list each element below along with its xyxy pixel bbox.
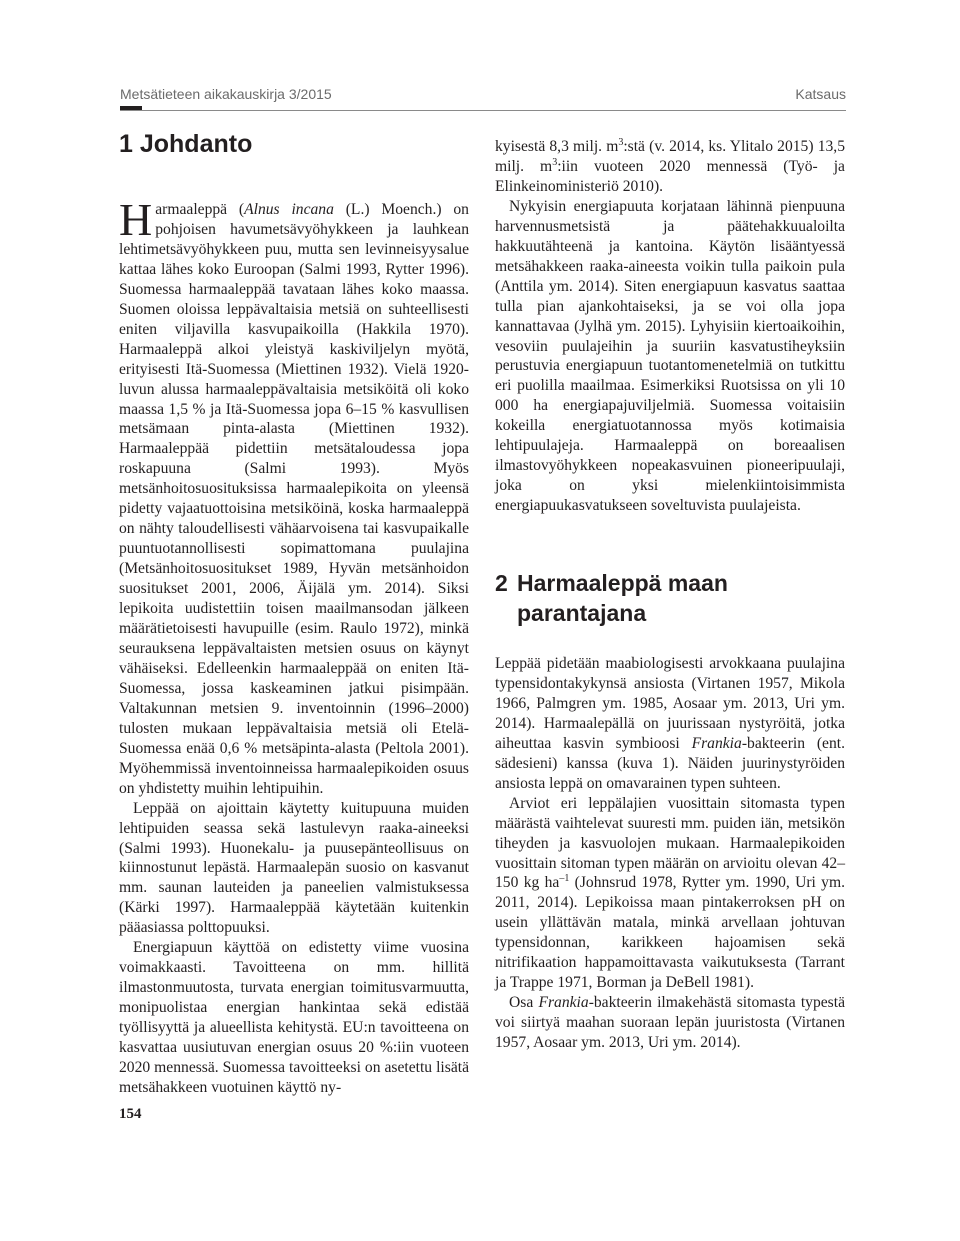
page-number: 154 — [119, 1106, 142, 1122]
paragraph-harvest: Nykyisin energiapuuta korjataan lähinnä pienpuuna harvennusmetsistä ja päätehakkuualoilta hakkuutähteenä ja kantoina. Käytön lisääntyessä metsähakkeen raaka-aineesta voikin tulla paikoin pula (Anttila ym. 2014). Siten energiapuun kasvatus saattaa tulla pian ajankohtaiseksi, ja se voi olla jopa kannattavaa (Jylhä ym. 2015). Lyhyisiin kiertoaikoihin, vesoviin puulajeihin ja suuriin kasvatustiheyksiin perustuvia energiapuun tuotantomenetelmiä on tutkittu eri puolilla maailmaa. Esimerkiksi Ruotsissa on yli 10 000 ha energiapajuviljelmiä. Suomessa voitaisiin kokeilla energiatuotannossa myös kotimaisia lehtipuulajeja. Harmaaleppä on boreaalisen ilmastovyöhykkeen nopeakasvuinen pioneeripuulaji, joka on yksi mielenkiintoisimmista energiapuukasvatukseen soveltuvista puulajeista. — [495, 197, 845, 515]
section-label: Katsaus — [795, 86, 846, 102]
section-2-heading — [495, 568, 845, 628]
cont-text-b: :stä (v. 2014, ks. Ylitalo 2015) 13,5 milj. m — [495, 138, 845, 175]
cont-text-c: :iin vuoteen 2020 mennessä (Työ- ja Elinkeinoministeriö 2010). — [495, 157, 845, 195]
paragraph-estimates — [495, 794, 845, 994]
transfer-text-c: -bakteerin ilmakehästä sitomasta typestä voi siirtyä maahan suoraan lepän juuristosta (Virtanen 1957, Aosaar ym. 2013, Uri ym. 2014). — [495, 994, 845, 1052]
paragraph-nitrogen — [495, 654, 845, 794]
transfer-text-a: Osa — [509, 994, 539, 1012]
superscript-3: 3 — [618, 136, 624, 148]
estimates-text-a: Arviot eri leppälajien vuosittain sitomasta typen määrästä vaihtelevat suuresti mm. puiden iän, metsikön tiheyden ja kasvuolojen mukaan. Harmaalepikoiden vuosittain sitoman typen määrän on arvioitu olevan 42–150 kg ha — [495, 794, 845, 892]
frankia-name-2: Frankia — [538, 994, 589, 1012]
left-column — [119, 194, 469, 1098]
section-2-title-line2: parantajana — [517, 600, 647, 626]
paragraph-intro — [119, 194, 469, 799]
intro-text-c: (L.) Moench.) on pohjoisen havumetsävyöhykkeen ja lauhkean lehtimetsävyöhykkeen puu, mutta sen levinneisyysalue kattaa lähes koko Euroopan (Salmi 1993, Rytter 1996). Suomessa harmaaleppää tavataan lähes koko maassa. Suomen oloissa leppävaltaisia metsiä on suhteellisesti eniten viljavilla kasvupaikoilla (Hakkila 1970). Harmaaleppä alkoi yleistyä kaskiviljelyn myötä, erityisesti Itä-Suomessa (Miettinen 1932). Vielä 1920-luvun alussa harmaaleppävaltaisia metsiköitä oli koko maassa 1,5 % ja Itä-Suomessa jopa 6–15 % kasvullisen metsämaan pinta-alasta (Miettinen 1932). Harmaaleppää pidettiin metsätaloudessa jopa roskapuuna (Salmi 1993). Myös metsänhoitosuosituksissa harmaalepikoita on yleensä pidetty vajaatuottoisina metsiköinä, koska harmaaleppä on nähty taloudellisesti vähäarvoisena tai kasvupaikalle puuntuotannollisesti sopimattomana puulajina (Metsänhoitosuositukset 1989, Hyvän metsänhoidon suositukset 2001, 2006, Äijälä ym. 2014). Siksi lepikoita uudistettiin toisen maailmansodan jälkeen määrätietoisesti havupuille (esim. Raulo 1972), minkä seurauksena leppävaltaisten metsien osuus on käynyt vähäiseksi. Edelleenkin harmaaleppää on eniten Itä-Suomessa, jossa kaskeaminen jatkui pisimpään. Valtakunnan metsien 9. inventoinnin (1996–2000) tulosten mukaan leppävaltaisia metsiä oli Etelä-Suomessa enää 0,6 % metsäpinta-alasta (Peltola 2001). Myöhemmissä inventoinneissa harmaalepikoiden osuus on yhdistetty muihin lehtipuihin. — [119, 201, 469, 797]
paragraph-energy: Energiapuun käyttöä on edistetty viime vuosina voimakkaasti. Tavoitteena on mm. hillitä ilmastonmuutosta, turvata energian toimitusvarmuutta, monipuolistaa energian hankintaa sekä edistää työllisyyttä ja alueellista kehitystä. EU:n tavoitteena on kasvattaa uusiutuvan energian osuus 20 %:iin vuoteen 2020 mennessä. Suomessa tavoitteeksi on asetettu lisätä metsähakkeen vuotuinen käyttö ny- — [119, 939, 469, 1096]
superscript-3b: 3 — [552, 156, 558, 168]
section-2-number: 2 — [495, 570, 508, 596]
species-name: Alnus incana — [244, 201, 334, 218]
paragraph-transfer — [495, 993, 845, 1053]
right-column-bottom — [495, 654, 845, 1053]
nitrogen-text-c: -bakteerin (ent. sädesieni) kanssa (kuva 1). Näiden juurinystyröiden ansiosta leppä on omavarainen typen suhteen. — [495, 734, 845, 792]
superscript-minus-1: –1 — [559, 873, 570, 885]
nitrogen-text-a: Leppää pidetään maabiologisesti arvokkaana puulajina typensidontakykynsä ansiosta (Virtanen 1957, Mikola 1966, Palmgren ym. 1985, Aosaar ym. 2013, Uri ym. 2014). Harmaalepällä on juurissaan nystyröitä, jotka aiheuttaa kasvin symbioosi — [495, 655, 845, 752]
journal-title: Metsätieteen aikakauskirja 3/2015 — [120, 86, 332, 102]
paragraph-uses: Leppää on ajoittain käytetty kuitupuuna muiden lehtipuiden seassa sekä lastulevyn raaka-aineeksi (Salmi 1993). Huonekalu- ja puusepänteollisuus on kiinnostunut lepästä. Harmaalepän suosio on kasvanut mm. saunan lauteiden ja paneelien valmistuksessa (Kärki 1997). Harmaaleppää käytetään kuitenkin pääasiassa polttopuuksi. — [119, 799, 469, 937]
frankia-name: Frankia — [691, 734, 742, 752]
section-2-title-line1: Harmaaleppä maan — [517, 570, 728, 596]
estimates-text-b: (Johnsrud 1978, Rytter ym. 1990, Uri ym. 2011, 2014). Lepikoissa maan pintakerroksen pH on usein yllättävän matala, minkä arvellaan johtuvan typensidonnan, karikkeen hajoamisen sekä nitrifikaation happamoittavasta vaikutuksesta (Tarrant ja Trappe 1971, Borman ja DeBell 1981). — [495, 874, 846, 992]
drop-cap: H — [119, 194, 153, 245]
header-rule — [120, 110, 846, 111]
paragraph-energy-continued — [495, 137, 845, 197]
right-column-top — [495, 137, 845, 516]
cont-text-a: kyisestä 8,3 milj. m — [495, 138, 619, 155]
section-1-heading: 1 Johdanto — [119, 130, 253, 158]
intro-text-a: armaaleppä ( — [155, 201, 245, 218]
